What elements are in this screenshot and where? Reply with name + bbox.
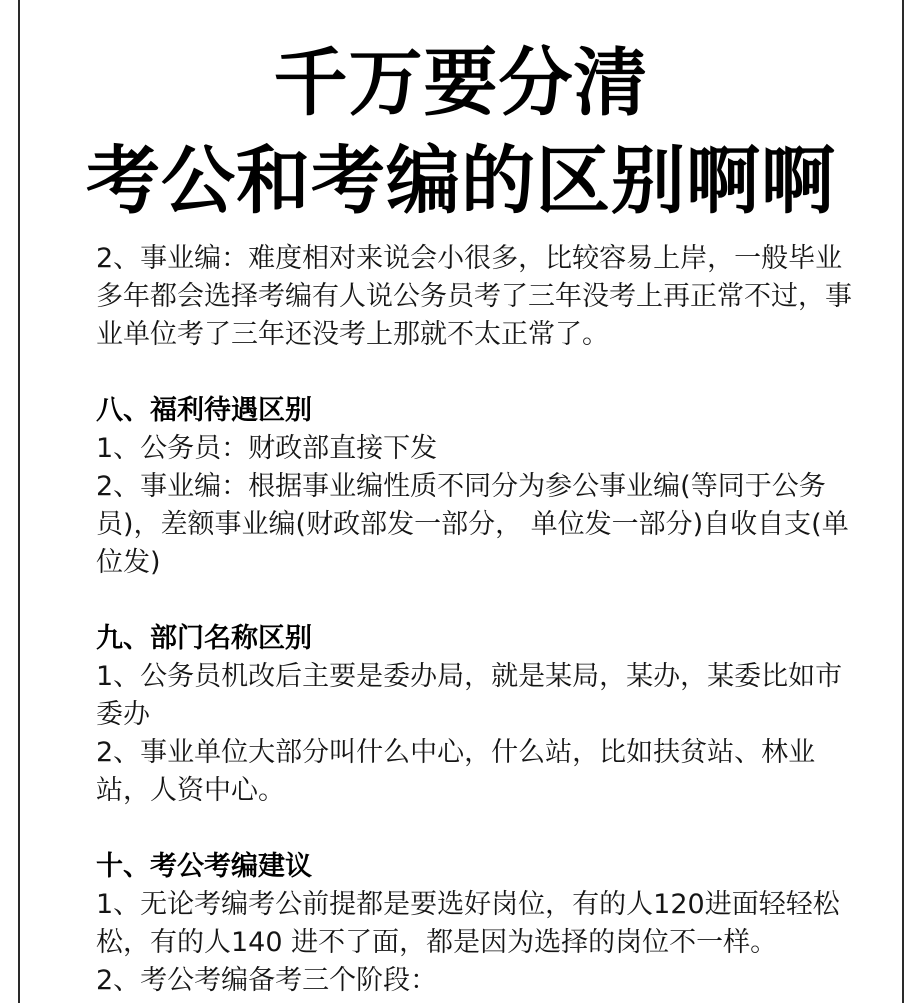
section-welfare <box>96 392 856 582</box>
section-heading: 十、考公考编建议 <box>96 851 312 882</box>
intro-paragraph: 2、事业编：难度相对来说会小很多，比较容易上岸，一般毕业多年都会选择考编有人说公务员考了三年没考上再正常不过，事业单位考了三年还没考上那就不太正常了。 <box>96 243 852 350</box>
section-item: 1、公务员机改后主要是委办局，就是某局，某办，某委比如市委办 <box>96 661 843 730</box>
section-department-names <box>96 620 856 810</box>
section-exam-advice <box>96 848 856 1000</box>
section-heading: 八、福利待遇区别 <box>96 395 312 426</box>
section-item: 1、无论考编考公前提都是要选好岗位，有的人120进面轻轻松松，有的人140 进不了面，都是因为选择的岗位不一样。 <box>96 889 840 958</box>
section-item: 2、事业单位大部分叫什么中心，什么站，比如扶贫站、林业站，人资中心。 <box>96 737 816 806</box>
section-heading: 九、部门名称区别 <box>96 623 312 654</box>
page-border-right <box>902 0 904 1003</box>
page-title-line-2: 考公和考编的区别啊啊 <box>86 138 836 224</box>
section-item: 2、考公考编备考三个阶段： <box>96 965 438 996</box>
section-item: 2、事业编：根据事业编性质不同分为参公事业编(等同于公务员)，差额事业编(财政部发一部分， 单位发一部分)自收自支(单位发) <box>96 471 849 578</box>
section-item: 1、公务员：财政部直接下发 <box>96 433 438 464</box>
article-body <box>96 240 856 1000</box>
page-title-line-1: 千万要分清 <box>273 40 649 126</box>
